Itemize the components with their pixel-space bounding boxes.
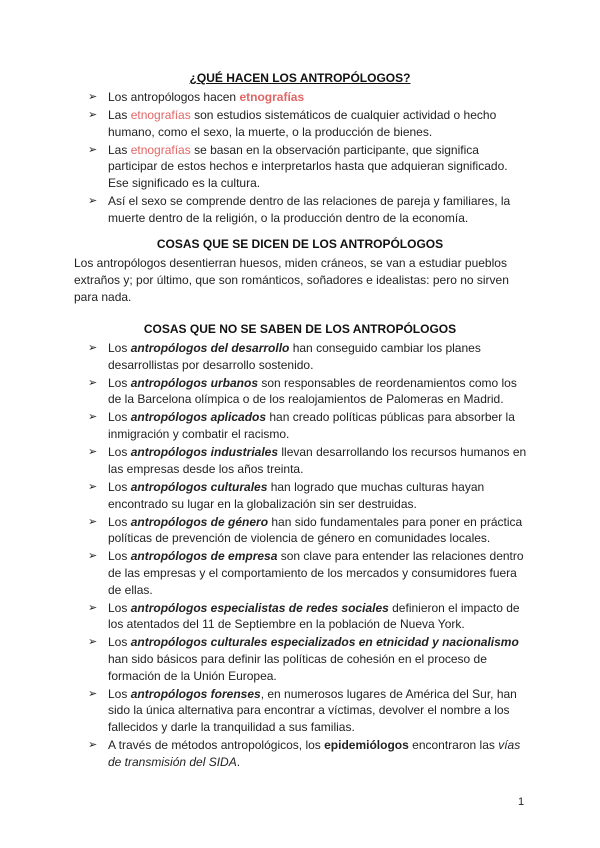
arrow-bullet-icon: ➢ [88,738,98,752]
highlight-term: etnografías [130,108,191,122]
list-item: ➢ Los antropólogos especialistas de redes sociales definieron el impacto de los atentados del 11 de Septiembre en la población de Nueva York. [88,600,520,632]
list-item: ➢ Los antropólogos hacen etnografías [88,90,305,104]
list-item: ➢ Los antropólogos aplicados han creado políticas públicas para absorber la inmigración y combatir el racismo. [88,410,515,442]
emphasis-term: antropólogos especialistas de redes sociales [130,600,389,615]
list-item: ➢ A través de métodos antropológicos, los epidemiólogos encontraron las vías de transmisión del SIDA. [88,738,521,769]
list-item: ➢ Los antropólogos forenses, en numerosos lugares de América del Sur, han sido la única alternativa para encontrar a víctimas, devolver el nombre a los fallecidos y darle la tranquilidad a sus familias. [88,686,517,735]
what-they-do-list [88,89,528,228]
arrow-bullet-icon: ➢ [88,375,98,389]
arrow-bullet-icon: ➢ [88,600,98,614]
emphasis-term: antropólogos culturales [130,479,268,494]
emphasis-term: antropólogos culturales especializados en etnicidad y nacionalismo [130,635,519,650]
list-item: ➢ Los antropólogos de género han sido fundamentales para poner en práctica políticas de prevención de violencia de género en comunidades locales. [88,514,523,546]
arrow-bullet-icon: ➢ [88,686,98,700]
list-item: ➢ Los antropólogos culturales han logrado que muchas culturas hayan encontrado su lugar en la globalización sin ser destruidas. [88,479,485,511]
body-paragraph: Los antropólogos desentierran huesos, miden cráneos, se van a estudiar pueblos extraños y; por último, que son románticos, soñadores e idealistas: pero no sirven para nada. [74,256,509,304]
emphasis-term: antropólogos del desarrollo [130,341,290,355]
arrow-bullet-icon: ➢ [88,410,98,424]
arrow-bullet-icon: ➢ [88,142,98,156]
page-number: 1 [518,796,525,808]
emphasis-term: antropólogos aplicados [130,410,267,425]
section-title-what-is-said: COSAS QUE SE DICEN DE LOS ANTROPÓLOGOS [156,237,444,251]
list-item: ➢ Los antropólogos urbanos son responsables de reordenamientos como los de la Barcelona olímpica o de los realojamientos de Palomeras en Madrid. [88,375,517,407]
list-item: ➢ Las etnografías son estudios sistemáticos de cualquier actividad o hecho humano, como el sexo, la muerte, o la producción de bienes. [88,108,497,139]
highlight-term: etnografías [239,90,305,104]
emphasis-term: antropólogos forenses [130,686,261,701]
list-item: ➢ Las etnografías se basan en la observación participante, que significa participar de estos hechos e interpretarlos hasta que adquieran significado. Ese significado es la cultura. [88,142,508,191]
italic-term: vías de transmisión del SIDA [108,738,521,769]
list-item: ➢ Los antropólogos culturales especializados en etnicidad y nacionalismo han sido básicos para definir las políticas de cohesión en el proceso de formación de la Unión Europea. [88,635,519,683]
section-title-what-they-do: ¿QUÉ HACEN LOS ANTROPÓLOGOS? [189,71,411,85]
emphasis-term: epidemiólogos [324,738,409,753]
unknown-facts-list [88,340,528,772]
arrow-bullet-icon: ➢ [88,341,98,354]
arrow-bullet-icon: ➢ [88,90,98,103]
list-item: ➢ Los antropólogos de empresa son clave para entender las relaciones dentro de las empresas y el comportamiento de los mercados y consumidores fuera de ellas. [88,549,524,597]
emphasis-term: antropólogos urbanos [130,375,259,390]
emphasis-term: antropólogos de género [130,514,269,529]
list-item: ➢ Así el sexo se comprende dentro de las relaciones de pareja y familiares, la muerte dentro de la religión, o la producción dentro de la economía. [88,194,511,225]
arrow-bullet-icon: ➢ [88,635,98,649]
emphasis-term: antropólogos industriales [130,445,279,460]
arrow-bullet-icon: ➢ [88,194,98,208]
arrow-bullet-icon: ➢ [88,445,98,459]
arrow-bullet-icon: ➢ [88,514,98,528]
arrow-bullet-icon: ➢ [88,549,98,563]
highlight-term: etnografías [130,142,191,157]
list-item: ➢ Los antropólogos industriales llevan desarrollando los recursos humanos en las empresas desde los años treinta. [88,445,527,476]
emphasis-term: antropólogos de empresa [130,549,278,564]
arrow-bullet-icon: ➢ [88,479,98,493]
arrow-bullet-icon: ➢ [88,108,98,121]
list-item: ➢ Los antropólogos del desarrollo han conseguido cambiar los planes desarrollistas por desarrollo sostenido. [88,341,481,372]
section-title-unknown-facts: COSAS QUE NO SE SABEN DE LOS ANTROPÓLOGOS [143,322,457,336]
